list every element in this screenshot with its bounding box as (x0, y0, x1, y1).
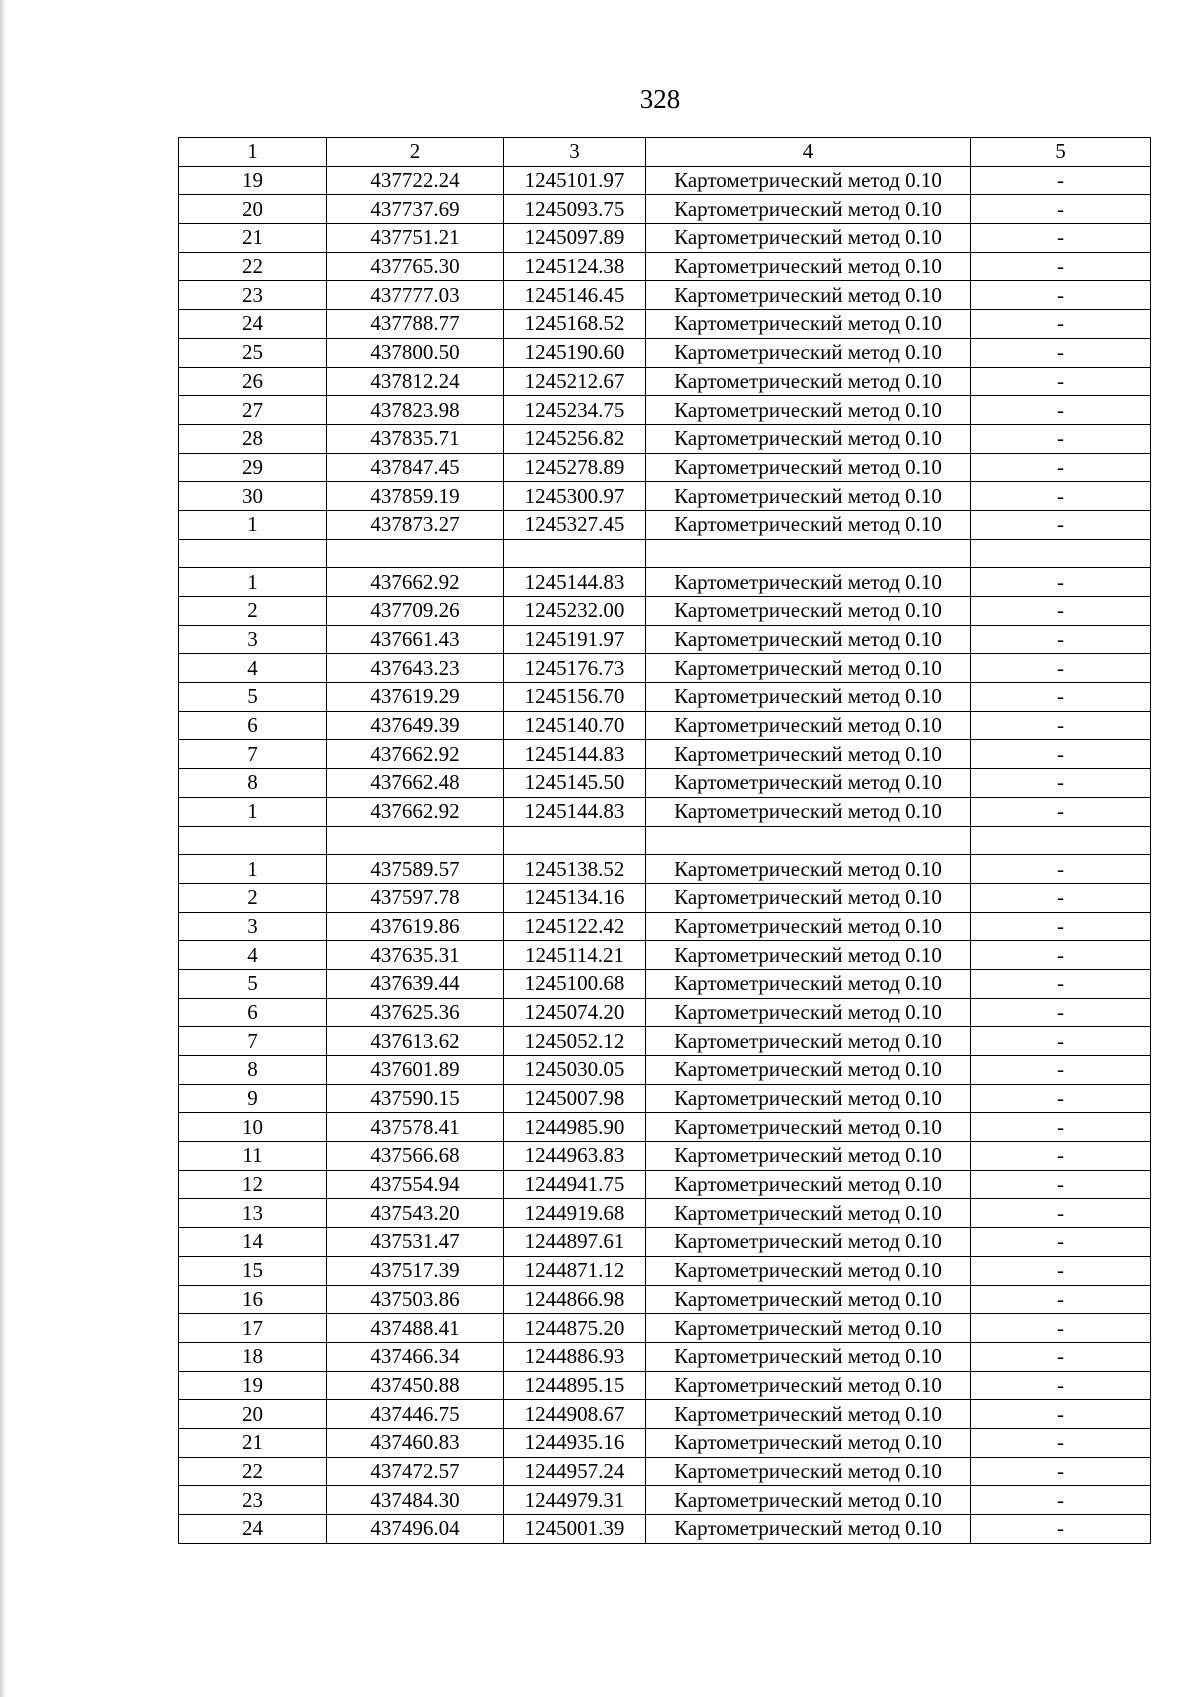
y-coordinate-cell: 1245232.00 (504, 597, 646, 626)
point-number-cell: 24 (179, 1515, 327, 1544)
y-coordinate-cell: 1244875.20 (504, 1314, 646, 1343)
table-row (179, 568, 1151, 597)
x-coordinate-cell: 437590.15 (327, 1084, 504, 1113)
point-number-cell: 12 (179, 1170, 327, 1199)
point-number-cell: 1 (179, 855, 327, 884)
y-coordinate-cell: 1245140.70 (504, 711, 646, 740)
method-cell: Картометрический метод 0.10 (646, 1486, 971, 1515)
y-coordinate-cell: 1245156.70 (504, 683, 646, 712)
note-cell: - (971, 1170, 1151, 1199)
empty-cell (179, 539, 327, 568)
y-coordinate-cell: 1245145.50 (504, 769, 646, 798)
section-separator-row (179, 539, 1151, 568)
point-number-cell: 23 (179, 281, 327, 310)
method-cell: Картометрический метод 0.10 (646, 883, 971, 912)
y-coordinate-cell: 1244963.83 (504, 1142, 646, 1171)
method-cell: Картометрический метод 0.10 (646, 1228, 971, 1257)
note-cell: - (971, 912, 1151, 941)
x-coordinate-cell: 437737.69 (327, 195, 504, 224)
point-number-cell: 4 (179, 654, 327, 683)
x-coordinate-cell: 437662.92 (327, 797, 504, 826)
method-cell: Картометрический метод 0.10 (646, 969, 971, 998)
note-cell: - (971, 683, 1151, 712)
page-number: 328 (639, 84, 681, 114)
table-row (179, 224, 1151, 253)
note-cell: - (971, 998, 1151, 1027)
point-number-cell: 23 (179, 1486, 327, 1515)
note-cell: - (971, 1486, 1151, 1515)
x-coordinate-cell: 437619.29 (327, 683, 504, 712)
table-row (179, 510, 1151, 539)
point-number-cell: 22 (179, 1457, 327, 1486)
empty-cell (504, 539, 646, 568)
x-coordinate-cell: 437859.19 (327, 482, 504, 511)
note-cell: - (971, 1142, 1151, 1171)
y-coordinate-cell: 1245144.83 (504, 740, 646, 769)
table-row (179, 625, 1151, 654)
note-cell: - (971, 1342, 1151, 1371)
method-cell: Картометрический метод 0.10 (646, 367, 971, 396)
note-cell: - (971, 310, 1151, 339)
note-cell: - (971, 568, 1151, 597)
scan-edge (0, 0, 6, 1697)
table-row (179, 1170, 1151, 1199)
table-row (179, 1457, 1151, 1486)
x-coordinate-cell: 437460.83 (327, 1428, 504, 1457)
table-row (179, 683, 1151, 712)
y-coordinate-cell: 1245327.45 (504, 510, 646, 539)
method-cell: Картометрический метод 0.10 (646, 1199, 971, 1228)
y-coordinate-cell: 1244935.16 (504, 1428, 646, 1457)
note-cell: - (971, 597, 1151, 626)
x-coordinate-cell: 437788.77 (327, 310, 504, 339)
note-cell: - (971, 625, 1151, 654)
x-coordinate-cell: 437662.92 (327, 568, 504, 597)
table-row (179, 883, 1151, 912)
note-cell: - (971, 797, 1151, 826)
note-cell: - (971, 396, 1151, 425)
note-cell: - (971, 367, 1151, 396)
point-number-cell: 17 (179, 1314, 327, 1343)
method-cell: Картометрический метод 0.10 (646, 1056, 971, 1085)
table-row (179, 769, 1151, 798)
table-row (179, 797, 1151, 826)
y-coordinate-cell: 1245168.52 (504, 310, 646, 339)
column-header: 5 (971, 138, 1151, 167)
point-number-cell: 5 (179, 683, 327, 712)
table-row (179, 338, 1151, 367)
method-cell: Картометрический метод 0.10 (646, 912, 971, 941)
point-number-cell: 15 (179, 1256, 327, 1285)
method-cell: Картометрический метод 0.10 (646, 683, 971, 712)
point-number-cell: 28 (179, 424, 327, 453)
table-row (179, 1371, 1151, 1400)
table-row (179, 1084, 1151, 1113)
method-cell: Картометрический метод 0.10 (646, 338, 971, 367)
point-number-cell: 1 (179, 568, 327, 597)
x-coordinate-cell: 437635.31 (327, 941, 504, 970)
empty-cell (327, 826, 504, 855)
x-coordinate-cell: 437662.48 (327, 769, 504, 798)
method-cell: Картометрический метод 0.10 (646, 998, 971, 1027)
note-cell: - (971, 166, 1151, 195)
method-cell: Картометрический метод 0.10 (646, 1428, 971, 1457)
point-number-cell: 9 (179, 1084, 327, 1113)
point-number-cell: 8 (179, 769, 327, 798)
note-cell: - (971, 510, 1151, 539)
method-cell: Картометрический метод 0.10 (646, 1457, 971, 1486)
table-row (179, 310, 1151, 339)
table-row (179, 1515, 1151, 1544)
method-cell: Картометрический метод 0.10 (646, 797, 971, 826)
x-coordinate-cell: 437722.24 (327, 166, 504, 195)
table-row (179, 166, 1151, 195)
x-coordinate-cell: 437777.03 (327, 281, 504, 310)
note-cell: - (971, 1228, 1151, 1257)
y-coordinate-cell: 1245007.98 (504, 1084, 646, 1113)
table-row (179, 740, 1151, 769)
method-cell: Картометрический метод 0.10 (646, 1342, 971, 1371)
point-number-cell: 19 (179, 1371, 327, 1400)
y-coordinate-cell: 1244908.67 (504, 1400, 646, 1429)
point-number-cell: 26 (179, 367, 327, 396)
y-coordinate-cell: 1245138.52 (504, 855, 646, 884)
note-cell: - (971, 769, 1151, 798)
point-number-cell: 1 (179, 797, 327, 826)
point-number-cell: 13 (179, 1199, 327, 1228)
method-cell: Картометрический метод 0.10 (646, 740, 971, 769)
x-coordinate-cell: 437503.86 (327, 1285, 504, 1314)
method-cell: Картометрический метод 0.10 (646, 1170, 971, 1199)
method-cell: Картометрический метод 0.10 (646, 224, 971, 253)
note-cell: - (971, 1457, 1151, 1486)
method-cell: Картометрический метод 0.10 (646, 1256, 971, 1285)
column-header: 4 (646, 138, 971, 167)
method-cell: Картометрический метод 0.10 (646, 654, 971, 683)
point-number-cell: 27 (179, 396, 327, 425)
table-row (179, 998, 1151, 1027)
method-cell: Картометрический метод 0.10 (646, 1027, 971, 1056)
method-cell: Картометрический метод 0.10 (646, 424, 971, 453)
note-cell: - (971, 1084, 1151, 1113)
method-cell: Картометрический метод 0.10 (646, 252, 971, 281)
point-number-cell: 4 (179, 941, 327, 970)
note-cell: - (971, 1400, 1151, 1429)
point-number-cell: 5 (179, 969, 327, 998)
note-cell: - (971, 941, 1151, 970)
x-coordinate-cell: 437446.75 (327, 1400, 504, 1429)
section-separator-row (179, 826, 1151, 855)
method-cell: Картометрический метод 0.10 (646, 941, 971, 970)
table-row (179, 1199, 1151, 1228)
empty-cell (327, 539, 504, 568)
y-coordinate-cell: 1245278.89 (504, 453, 646, 482)
table-body (179, 166, 1151, 1543)
note-cell: - (971, 1285, 1151, 1314)
point-number-cell: 20 (179, 195, 327, 224)
table-row (179, 1285, 1151, 1314)
y-coordinate-cell: 1245030.05 (504, 1056, 646, 1085)
y-coordinate-cell: 1245114.21 (504, 941, 646, 970)
note-cell: - (971, 1428, 1151, 1457)
x-coordinate-cell: 437625.36 (327, 998, 504, 1027)
y-coordinate-cell: 1244897.61 (504, 1228, 646, 1257)
method-cell: Картометрический метод 0.10 (646, 281, 971, 310)
point-number-cell: 14 (179, 1228, 327, 1257)
point-number-cell: 3 (179, 912, 327, 941)
point-number-cell: 22 (179, 252, 327, 281)
y-coordinate-cell: 1245191.97 (504, 625, 646, 654)
y-coordinate-cell: 1244866.98 (504, 1285, 646, 1314)
method-cell: Картометрический метод 0.10 (646, 453, 971, 482)
method-cell: Картометрический метод 0.10 (646, 1084, 971, 1113)
x-coordinate-cell: 437765.30 (327, 252, 504, 281)
note-cell: - (971, 1199, 1151, 1228)
table-row (179, 711, 1151, 740)
method-cell: Картометрический метод 0.10 (646, 568, 971, 597)
table-row (179, 1113, 1151, 1142)
x-coordinate-cell: 437812.24 (327, 367, 504, 396)
y-coordinate-cell: 1245256.82 (504, 424, 646, 453)
table-row (179, 453, 1151, 482)
method-cell: Картометрический метод 0.10 (646, 1515, 971, 1544)
point-number-cell: 3 (179, 625, 327, 654)
y-coordinate-cell: 1245001.39 (504, 1515, 646, 1544)
method-cell: Картометрический метод 0.10 (646, 769, 971, 798)
method-cell: Картометрический метод 0.10 (646, 1285, 971, 1314)
y-coordinate-cell: 1245097.89 (504, 224, 646, 253)
y-coordinate-cell: 1245124.38 (504, 252, 646, 281)
y-coordinate-cell: 1244941.75 (504, 1170, 646, 1199)
note-cell: - (971, 1515, 1151, 1544)
y-coordinate-cell: 1245100.68 (504, 969, 646, 998)
note-cell: - (971, 338, 1151, 367)
x-coordinate-cell: 437847.45 (327, 453, 504, 482)
method-cell: Картометрический метод 0.10 (646, 166, 971, 195)
y-coordinate-cell: 1245234.75 (504, 396, 646, 425)
x-coordinate-cell: 437566.68 (327, 1142, 504, 1171)
method-cell: Картометрический метод 0.10 (646, 855, 971, 884)
note-cell: - (971, 224, 1151, 253)
point-number-cell: 16 (179, 1285, 327, 1314)
table-row (179, 654, 1151, 683)
method-cell: Картометрический метод 0.10 (646, 1371, 971, 1400)
table-row (179, 855, 1151, 884)
x-coordinate-cell: 437661.43 (327, 625, 504, 654)
x-coordinate-cell: 437873.27 (327, 510, 504, 539)
x-coordinate-cell: 437601.89 (327, 1056, 504, 1085)
method-cell: Картометрический метод 0.10 (646, 310, 971, 339)
table-row (179, 1256, 1151, 1285)
x-coordinate-cell: 437543.20 (327, 1199, 504, 1228)
empty-cell (179, 826, 327, 855)
point-number-cell: 1 (179, 510, 327, 539)
point-number-cell: 7 (179, 1027, 327, 1056)
y-coordinate-cell: 1245144.83 (504, 568, 646, 597)
table-row (179, 367, 1151, 396)
coordinates-table (178, 137, 1151, 1544)
note-cell: - (971, 654, 1151, 683)
point-number-cell: 25 (179, 338, 327, 367)
table-row (179, 1400, 1151, 1429)
method-cell: Картометрический метод 0.10 (646, 1113, 971, 1142)
point-number-cell: 30 (179, 482, 327, 511)
empty-cell (971, 539, 1151, 568)
empty-cell (646, 826, 971, 855)
table-row (179, 969, 1151, 998)
point-number-cell: 24 (179, 310, 327, 339)
note-cell: - (971, 1256, 1151, 1285)
x-coordinate-cell: 437484.30 (327, 1486, 504, 1515)
point-number-cell: 21 (179, 1428, 327, 1457)
y-coordinate-cell: 1245122.42 (504, 912, 646, 941)
table-row (179, 912, 1151, 941)
method-cell: Картометрический метод 0.10 (646, 597, 971, 626)
table-row (179, 1314, 1151, 1343)
table-row (179, 195, 1151, 224)
table-row (179, 1056, 1151, 1085)
x-coordinate-cell: 437466.34 (327, 1342, 504, 1371)
y-coordinate-cell: 1244985.90 (504, 1113, 646, 1142)
x-coordinate-cell: 437496.04 (327, 1515, 504, 1544)
y-coordinate-cell: 1244957.24 (504, 1457, 646, 1486)
table-row (179, 1342, 1151, 1371)
table-row (179, 396, 1151, 425)
point-number-cell: 6 (179, 998, 327, 1027)
method-cell: Картометрический метод 0.10 (646, 625, 971, 654)
x-coordinate-cell: 437662.92 (327, 740, 504, 769)
point-number-cell: 6 (179, 711, 327, 740)
x-coordinate-cell: 437578.41 (327, 1113, 504, 1142)
table-row (179, 1428, 1151, 1457)
method-cell: Картометрический метод 0.10 (646, 1142, 971, 1171)
x-coordinate-cell: 437709.26 (327, 597, 504, 626)
point-number-cell: 19 (179, 166, 327, 195)
note-cell: - (971, 195, 1151, 224)
note-cell: - (971, 1371, 1151, 1400)
y-coordinate-cell: 1245101.97 (504, 166, 646, 195)
y-coordinate-cell: 1245176.73 (504, 654, 646, 683)
point-number-cell: 8 (179, 1056, 327, 1085)
note-cell: - (971, 883, 1151, 912)
empty-cell (504, 826, 646, 855)
method-cell: Картометрический метод 0.10 (646, 195, 971, 224)
y-coordinate-cell: 1244871.12 (504, 1256, 646, 1285)
method-cell: Картометрический метод 0.10 (646, 510, 971, 539)
y-coordinate-cell: 1245212.67 (504, 367, 646, 396)
note-cell: - (971, 1314, 1151, 1343)
column-header: 3 (504, 138, 646, 167)
table-row (179, 424, 1151, 453)
x-coordinate-cell: 437488.41 (327, 1314, 504, 1343)
x-coordinate-cell: 437751.21 (327, 224, 504, 253)
x-coordinate-cell: 437517.39 (327, 1256, 504, 1285)
point-number-cell: 21 (179, 224, 327, 253)
y-coordinate-cell: 1245052.12 (504, 1027, 646, 1056)
table-row (179, 941, 1151, 970)
x-coordinate-cell: 437835.71 (327, 424, 504, 453)
point-number-cell: 11 (179, 1142, 327, 1171)
y-coordinate-cell: 1245144.83 (504, 797, 646, 826)
y-coordinate-cell: 1245300.97 (504, 482, 646, 511)
x-coordinate-cell: 437589.57 (327, 855, 504, 884)
note-cell: - (971, 482, 1151, 511)
note-cell: - (971, 453, 1151, 482)
y-coordinate-cell: 1245134.16 (504, 883, 646, 912)
point-number-cell: 20 (179, 1400, 327, 1429)
y-coordinate-cell: 1244919.68 (504, 1199, 646, 1228)
point-number-cell: 29 (179, 453, 327, 482)
point-number-cell: 7 (179, 740, 327, 769)
table-row (179, 281, 1151, 310)
y-coordinate-cell: 1245146.45 (504, 281, 646, 310)
y-coordinate-cell: 1244886.93 (504, 1342, 646, 1371)
x-coordinate-cell: 437823.98 (327, 396, 504, 425)
x-coordinate-cell: 437597.78 (327, 883, 504, 912)
table-row (179, 1228, 1151, 1257)
note-cell: - (971, 281, 1151, 310)
note-cell: - (971, 1027, 1151, 1056)
table-row (179, 597, 1151, 626)
x-coordinate-cell: 437649.39 (327, 711, 504, 740)
note-cell: - (971, 424, 1151, 453)
y-coordinate-cell: 1244979.31 (504, 1486, 646, 1515)
y-coordinate-cell: 1245074.20 (504, 998, 646, 1027)
table-row (179, 1142, 1151, 1171)
x-coordinate-cell: 437531.47 (327, 1228, 504, 1257)
column-header: 2 (327, 138, 504, 167)
point-number-cell: 10 (179, 1113, 327, 1142)
note-cell: - (971, 740, 1151, 769)
note-cell: - (971, 252, 1151, 281)
x-coordinate-cell: 437450.88 (327, 1371, 504, 1400)
method-cell: Картометрический метод 0.10 (646, 1314, 971, 1343)
empty-cell (971, 826, 1151, 855)
method-cell: Картометрический метод 0.10 (646, 1400, 971, 1429)
note-cell: - (971, 1056, 1151, 1085)
table-row (179, 1027, 1151, 1056)
point-number-cell: 2 (179, 883, 327, 912)
table-row (179, 252, 1151, 281)
table-row (179, 1486, 1151, 1515)
x-coordinate-cell: 437643.23 (327, 654, 504, 683)
x-coordinate-cell: 437619.86 (327, 912, 504, 941)
y-coordinate-cell: 1245190.60 (504, 338, 646, 367)
table-header-row (179, 138, 1151, 167)
point-number-cell: 18 (179, 1342, 327, 1371)
table-row (179, 482, 1151, 511)
y-coordinate-cell: 1245093.75 (504, 195, 646, 224)
method-cell: Картометрический метод 0.10 (646, 396, 971, 425)
x-coordinate-cell: 437554.94 (327, 1170, 504, 1199)
y-coordinate-cell: 1244895.15 (504, 1371, 646, 1400)
x-coordinate-cell: 437613.62 (327, 1027, 504, 1056)
note-cell: - (971, 855, 1151, 884)
method-cell: Картометрический метод 0.10 (646, 482, 971, 511)
empty-cell (646, 539, 971, 568)
method-cell: Картометрический метод 0.10 (646, 711, 971, 740)
column-header: 1 (179, 138, 327, 167)
x-coordinate-cell: 437639.44 (327, 969, 504, 998)
point-number-cell: 2 (179, 597, 327, 626)
note-cell: - (971, 711, 1151, 740)
x-coordinate-cell: 437472.57 (327, 1457, 504, 1486)
note-cell: - (971, 969, 1151, 998)
note-cell: - (971, 1113, 1151, 1142)
x-coordinate-cell: 437800.50 (327, 338, 504, 367)
